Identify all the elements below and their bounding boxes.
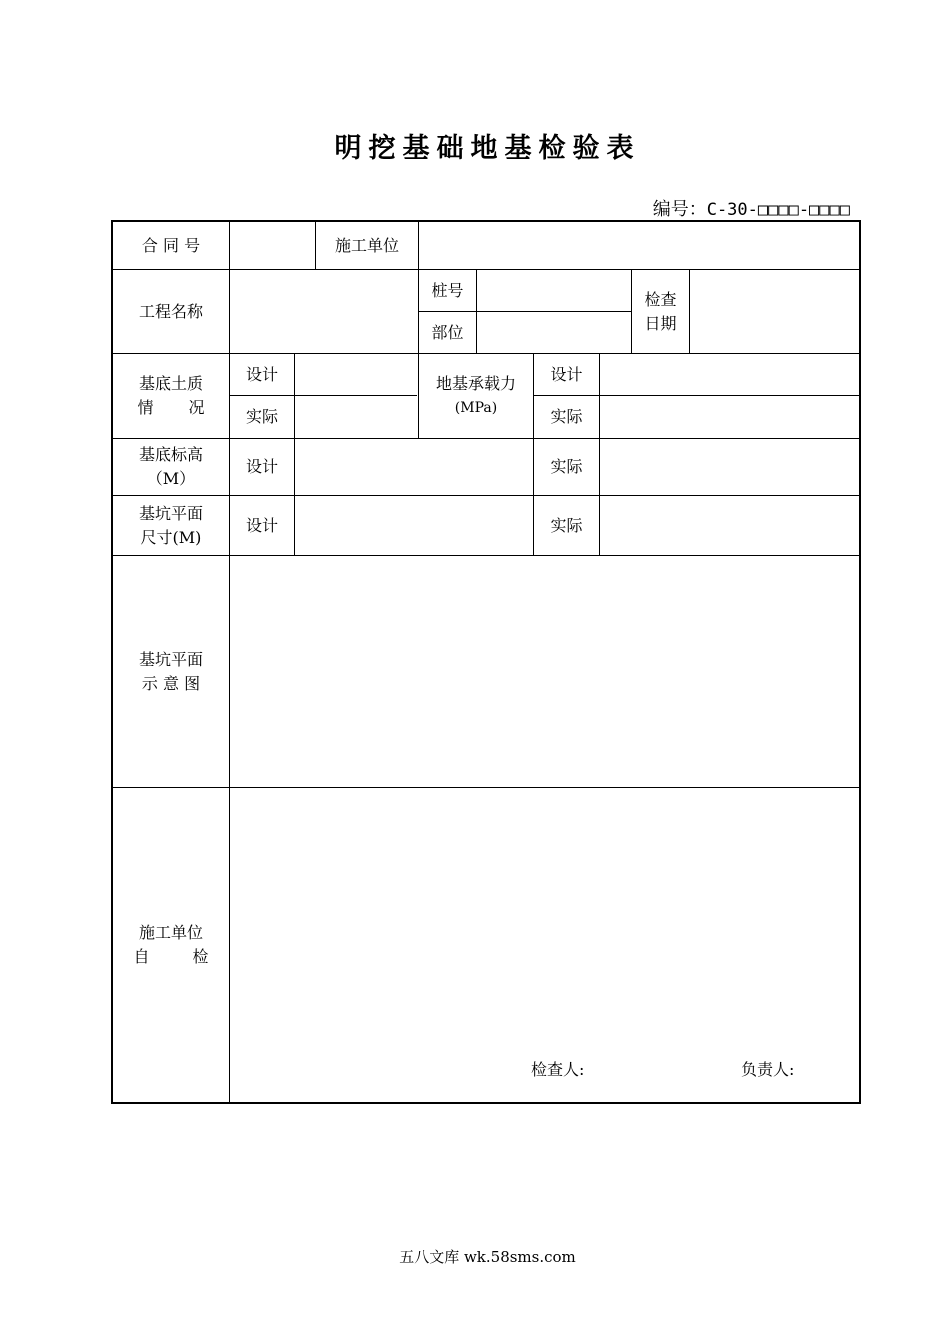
footer-watermark: 五八文库 wk.58sms.com — [399, 1248, 576, 1266]
self-check-area[interactable] — [230, 788, 859, 1102]
form-number — [653, 195, 850, 221]
inspection-date-value[interactable] — [690, 270, 859, 353]
bearing-actual-label: 实际 — [550, 407, 583, 426]
contract-no-label: 合 同 号 — [141, 235, 201, 255]
contract-no-value[interactable] — [230, 222, 315, 269]
pit-actual-label: 实际 — [550, 515, 583, 535]
project-name-value[interactable] — [230, 270, 418, 353]
pile-no-label: 桩号 — [431, 280, 464, 300]
bearing-design-value[interactable] — [600, 354, 859, 395]
document-title: 明挖基础地基检验表 — [334, 133, 641, 164]
inspector-signature-label: 检查人: — [531, 1060, 585, 1079]
pit-sketch-label: 基坑平面 示 意 图 — [138, 649, 203, 693]
position-value[interactable] — [477, 312, 631, 353]
form-number-label: 编号： — [652, 199, 707, 220]
position-label: 部位 — [431, 322, 464, 342]
soil-design-value[interactable] — [295, 354, 418, 395]
bearing-capacity-label: 地基承载力 (MPa) — [435, 374, 516, 416]
pile-no-value[interactable] — [477, 270, 631, 311]
soil-actual-label: 实际 — [245, 407, 278, 426]
pit-size-label: 基坑平面 尺寸(M) — [138, 503, 203, 547]
pit-design-label: 设计 — [245, 515, 278, 535]
construction-unit-value[interactable] — [419, 222, 859, 269]
construction-unit-label: 施工单位 — [334, 235, 399, 255]
elevation-design-label: 设计 — [245, 457, 278, 476]
soil-quality-label: 基底土质 情 况 — [137, 374, 205, 417]
base-elevation-label: 基底标高 （M） — [138, 445, 203, 488]
bearing-actual-value[interactable] — [600, 396, 859, 438]
elevation-actual-value[interactable] — [600, 439, 859, 495]
responsible-signature-label: 负责人: — [741, 1060, 795, 1079]
form-number-value: C-30-□□□□-□□□□ — [706, 200, 850, 220]
bearing-design-label: 设计 — [550, 364, 583, 384]
soil-actual-value[interactable] — [295, 396, 418, 438]
pit-sketch-area[interactable] — [230, 556, 859, 787]
pit-design-value[interactable] — [295, 496, 533, 555]
self-check-label: 施工单位 自 检 — [133, 923, 209, 966]
inspection-date-label: 检查 日期 — [644, 289, 677, 333]
pit-actual-value[interactable] — [600, 496, 859, 555]
soil-design-label: 设计 — [245, 364, 278, 384]
elevation-actual-label: 实际 — [550, 457, 583, 476]
inspection-table — [111, 220, 861, 1104]
project-name-label: 工程名称 — [138, 301, 203, 321]
elevation-design-value[interactable] — [295, 439, 533, 495]
